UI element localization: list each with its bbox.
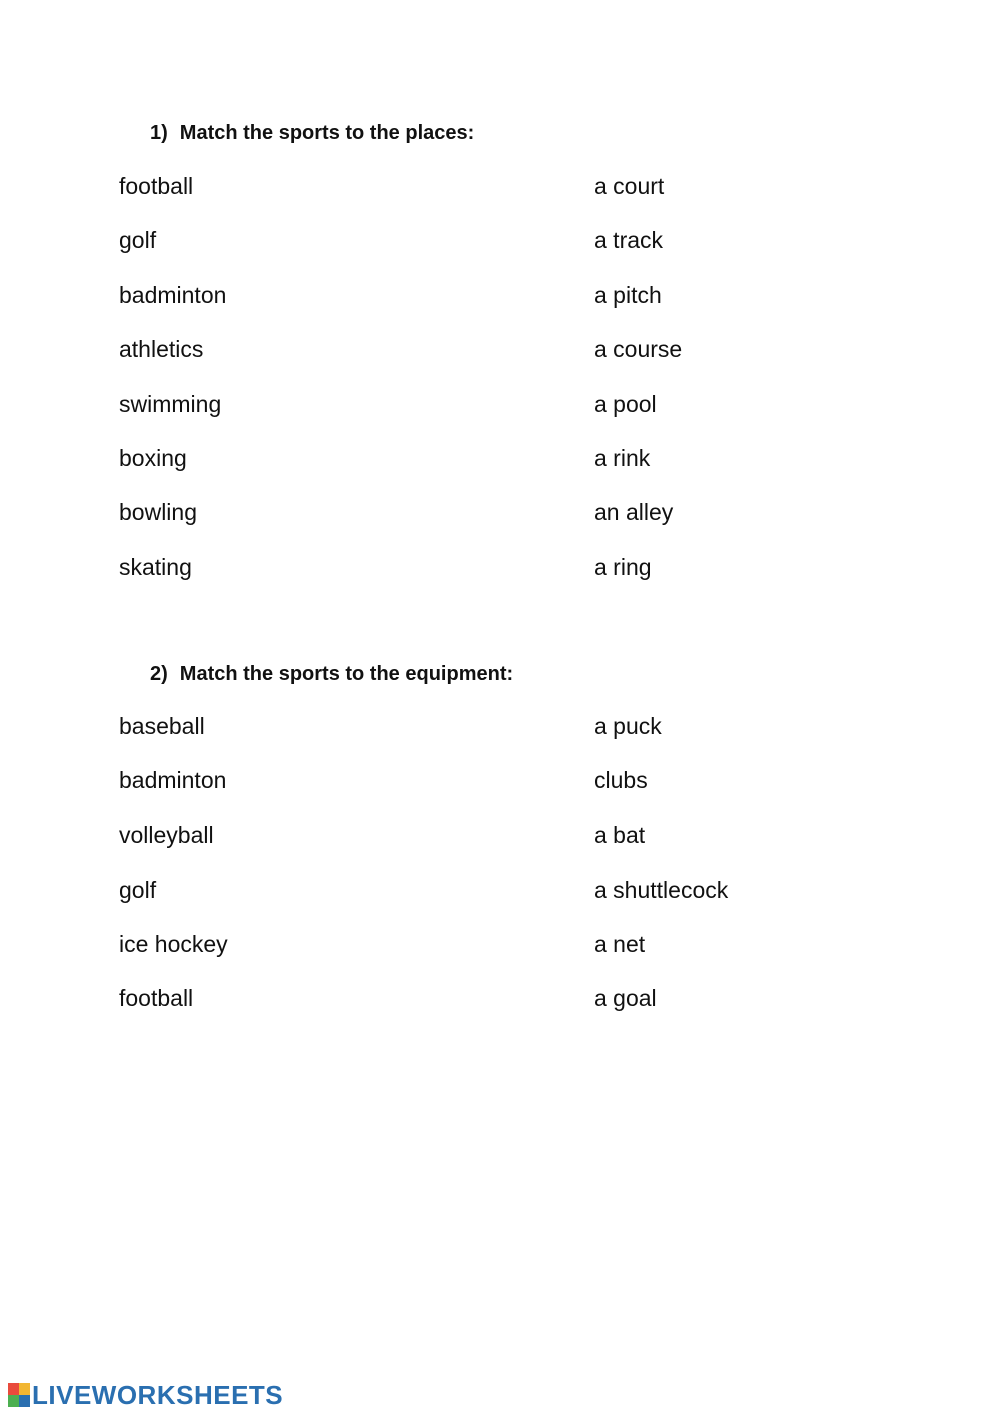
match-row [0,171,1000,201]
match-row [0,711,1000,741]
logo-blocks-icon [8,1383,30,1407]
equipment-item: a puck [594,713,662,739]
place-item: an alley [594,499,674,525]
match-row [0,443,1000,473]
place-item: a ring [594,554,652,580]
sport-item: volleyball [119,822,214,848]
sport-item: athletics [119,336,204,362]
equipment-item: a goal [594,985,657,1011]
section-2-title: Match the sports to the equipment: [179,663,514,685]
match-row [0,497,1000,527]
place-item: a rink [594,445,651,471]
logo-block [19,1383,30,1395]
section-1-number: 1) [150,122,168,144]
sport-item: swimming [119,391,222,417]
logo-block [8,1383,19,1395]
sport-item: football [119,173,194,199]
section-2-number: 2) [150,663,168,685]
equipment-item: a shuttlecock [594,877,729,903]
match-row [0,334,1000,364]
sport-item: badminton [119,282,227,308]
sport-item: boxing [119,445,187,471]
place-item: a court [594,173,665,199]
match-row [0,929,1000,959]
equipment-item: a bat [594,822,646,848]
equipment-item: a net [594,931,646,957]
liveworksheets-logo [8,1381,283,1409]
section-1-title: Match the sports to the places: [179,122,475,144]
sport-item: badminton [119,767,227,793]
sport-item: golf [119,877,157,903]
section-2-heading [150,662,513,686]
logo-text: LIVEWORKSHEETS [32,1379,284,1410]
sport-item: football [119,985,194,1011]
match-row [0,820,1000,850]
place-item: a pitch [594,282,662,308]
match-row [0,225,1000,255]
place-item: a course [594,336,683,362]
sport-item: ice hockey [119,931,228,957]
match-row [0,875,1000,905]
match-row [0,552,1000,582]
place-item: a pool [594,391,657,417]
equipment-item: clubs [594,767,648,793]
logo-block [19,1395,30,1407]
logo-block [8,1395,19,1407]
sport-item: bowling [119,499,197,525]
match-row [0,389,1000,419]
place-item: a track [594,227,664,253]
match-row [0,983,1000,1013]
sport-item: skating [119,554,192,580]
match-row [0,765,1000,795]
sport-item: baseball [119,713,205,739]
sport-item: golf [119,227,157,253]
section-1-heading [150,121,474,145]
match-row [0,280,1000,310]
